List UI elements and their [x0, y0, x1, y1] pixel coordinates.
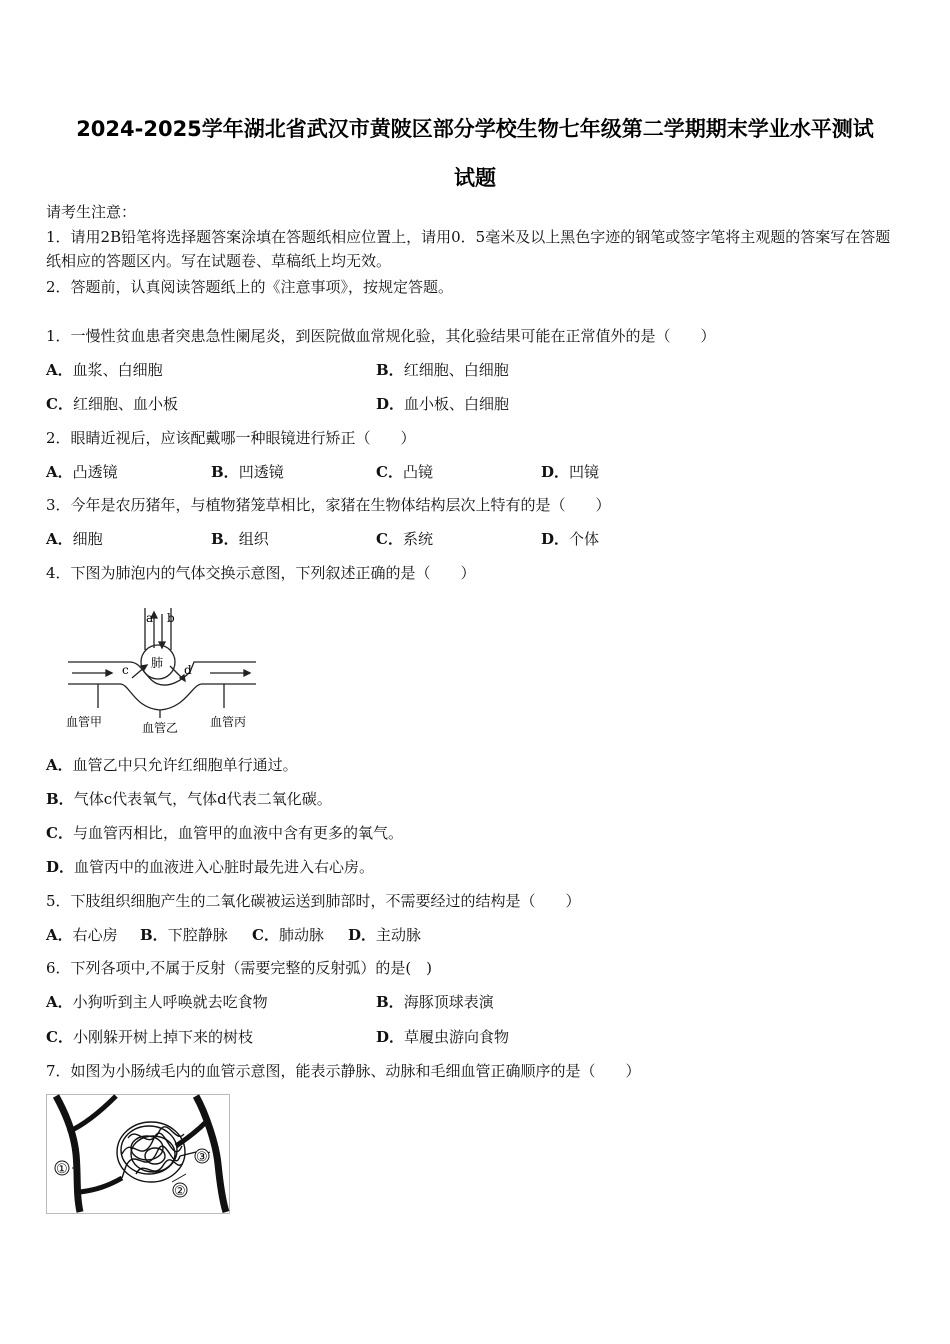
question-2-option-b[interactable]: B．凹透镜: [211, 463, 284, 481]
question-3-option-b[interactable]: B．组织: [211, 530, 269, 548]
question-4-option-d[interactable]: D．血管丙中的血液进入心脏时最先进入右心房。: [46, 858, 375, 876]
question-1-option-b[interactable]: B．红细胞、白细胞: [376, 361, 509, 379]
capillary-network: [117, 1122, 196, 1182]
question-2-stem: 2．眼睛近视后，应该配戴哪一种眼镜进行矫正（ ）: [46, 429, 416, 447]
label-3: ③: [196, 1150, 208, 1165]
label-vessel-3: 血管丙: [210, 715, 247, 729]
question-3-option-c[interactable]: C．系统: [376, 530, 433, 548]
alveolus-gas-exchange-figure: [60, 600, 270, 740]
page-title: 2024-2025学年湖北省武汉市黄陂区部分学校生物七年级第二学期期末学业水平测试: [76, 117, 874, 141]
vessel-left: [56, 1096, 80, 1212]
notice-item-1: 1．请用2B铅笔将选择题答案涂填在答题纸相应位置上，请用0．5毫米及以上黑色字迹的钢笔或签字笔将主观题的答案写在答题纸相应的答题区内。写在试题卷、草稿纸上均无效。: [46, 228, 891, 270]
vessel-right-branch: [176, 1122, 206, 1146]
villus-blood-vessel-figure: [46, 1094, 230, 1214]
question-1-stem: 1．一慢性贫血患者突患急性阑尾炎，到医院做血常规化验，其化验结果可能在正常值外的是（ ）: [46, 327, 716, 345]
question-5-option-d[interactable]: D．主动脉: [348, 926, 422, 944]
label-a: a: [146, 611, 154, 625]
question-1-option-a[interactable]: A．血浆、白细胞: [46, 361, 163, 379]
question-2-option-d[interactable]: D．凹镜: [541, 463, 600, 481]
question-4-stem: 4．下图为肺泡内的气体交换示意图，下列叙述正确的是（ ）: [46, 564, 476, 582]
vessel-lower-wall: [68, 684, 256, 710]
question-3-option-a[interactable]: A．细胞: [46, 530, 103, 548]
question-7-stem: 7．如图为小肠绒毛内的血管示意图，能表示静脉、动脉和毛细血管正确顺序的是（ ）: [46, 1062, 641, 1080]
label-b: b: [167, 611, 175, 625]
question-5-option-a[interactable]: A．右心房: [46, 926, 118, 944]
question-5-option-b[interactable]: B．下腔静脉: [140, 926, 228, 944]
question-6-option-a[interactable]: A．小狗听到主人呼唤就去吃食物: [46, 993, 268, 1011]
question-6-stem: 6．下列各项中,不属于反射（需要完整的反射弧）的是( ): [46, 959, 433, 977]
vessel-upper-branch: [68, 1096, 116, 1132]
page-title-continued: 试题: [454, 166, 496, 190]
question-6-option-b[interactable]: B．海豚顶球表演: [376, 993, 494, 1011]
question-5-option-c[interactable]: C．肺动脉: [252, 926, 324, 944]
question-1-option-d[interactable]: D．血小板、白细胞: [376, 395, 510, 413]
question-4-option-a[interactable]: A．血管乙中只允许红细胞单行通过。: [46, 756, 298, 774]
question-6-option-d[interactable]: D．草履虫游向食物: [376, 1028, 510, 1046]
notice-item-2: 2．答题前，认真阅读答题纸上的《注意事项》，按规定答题。: [46, 278, 454, 296]
question-6-option-c[interactable]: C．小刚躲开树上掉下来的树枝: [46, 1028, 253, 1046]
question-4-option-c[interactable]: C．与血管丙相比，血管甲的血液中含有更多的氧气。: [46, 824, 403, 842]
label-1: ①: [56, 1162, 68, 1177]
label-vessel-2: 血管乙: [142, 721, 179, 735]
question-3-option-d[interactable]: D．个体: [541, 530, 600, 548]
label-lung: 肺: [151, 656, 164, 670]
label-vessel-1: 血管甲: [66, 715, 103, 729]
vessel-lower: [80, 1178, 122, 1192]
question-4-option-b[interactable]: B．气体c代表氧气，气体d代表二氧化碳。: [46, 790, 332, 808]
label-2: ②: [174, 1184, 186, 1199]
question-1-option-c[interactable]: C．红细胞、血小板: [46, 395, 178, 413]
notice-heading: 请考生注意：: [46, 203, 137, 221]
label-d: d: [184, 663, 192, 677]
question-5-stem: 5．下肢组织细胞产生的二氧化碳被运送到肺部时，不需要经过的结构是（ ）: [46, 892, 581, 910]
question-2-option-c[interactable]: C．凸镜: [376, 463, 433, 481]
question-2-option-a[interactable]: A．凸透镜: [46, 463, 118, 481]
question-3-stem: 3．今年是农历猪年，与植物猪笼草相比，家猪在生物体结构层次上特有的是（ ）: [46, 496, 611, 514]
label-c: c: [122, 663, 129, 677]
